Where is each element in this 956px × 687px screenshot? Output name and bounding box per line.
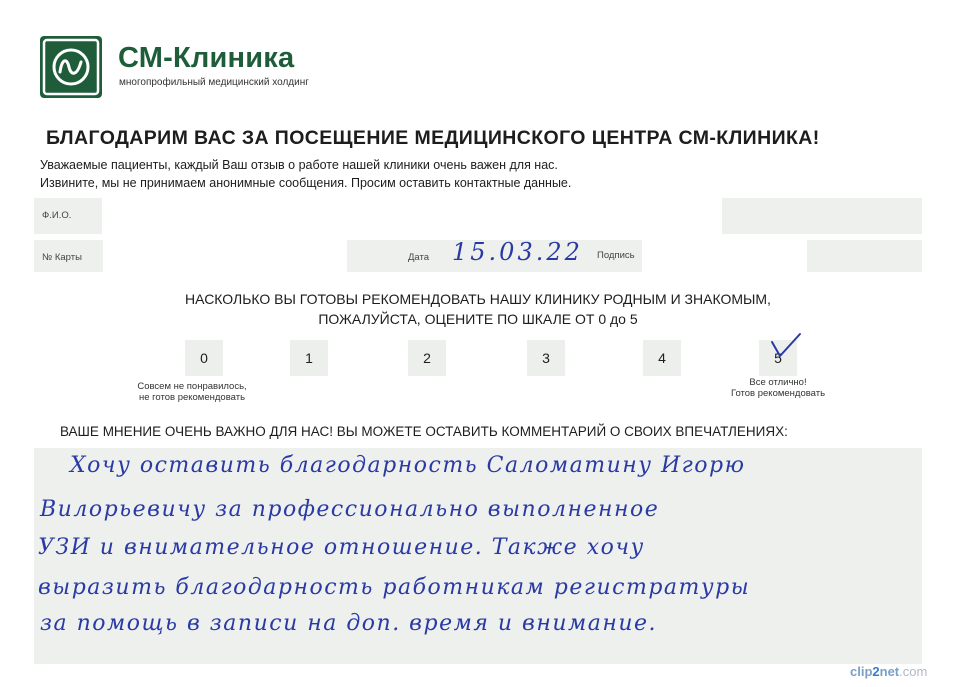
watermark-part-4: .com bbox=[899, 664, 928, 679]
comment-line-1: Хочу оставить благодарность Саломатину Игорю bbox=[70, 453, 746, 478]
scale-caption-low-line-1: Совсем не понравилось, bbox=[137, 381, 247, 392]
comment-line-2: Вилорьевичу за профессионально выполненное bbox=[40, 497, 660, 522]
intro-text-line-1: Уважаемые пациенты, каждый Ваш отзыв о работе нашей клиники очень важен для нас. bbox=[40, 158, 558, 172]
date-field[interactable]: 15.03.22 bbox=[452, 238, 583, 266]
scale-caption-low bbox=[106, 381, 278, 403]
scale-caption-high bbox=[708, 377, 848, 399]
comment-line-5: за помощь в записи на доп. время и внимание. bbox=[40, 611, 658, 636]
watermark-part-2: 2 bbox=[872, 664, 880, 679]
brand-tagline: многопрофильный медицинский холдинг bbox=[119, 77, 309, 88]
form-title: БЛАГОДАРИМ ВАС ЗА ПОСЕЩЕНИЕ МЕДИЦИНСКОГО ЦЕНТРА СМ-КЛИНИКА! bbox=[46, 127, 820, 149]
fio-redacted-area bbox=[102, 198, 722, 234]
scale-caption-high-line-1: Все отлично! bbox=[749, 377, 807, 388]
brand-name: СМ-Клиника bbox=[118, 42, 295, 74]
rating-option-label: 4 bbox=[658, 350, 666, 366]
rating-question-line-2: ПОЖАЛУЙСТА, ОЦЕНИТЕ ПО ШКАЛЕ ОТ 0 до 5 bbox=[318, 311, 638, 327]
intro-text-line-2: Извините, мы не принимаем анонимные сообщения. Просим оставить контактные данные. bbox=[40, 176, 572, 190]
watermark-part-1: clip bbox=[850, 664, 873, 679]
scale-caption-high-line-2: Готов рекомендовать bbox=[730, 388, 826, 399]
watermark bbox=[850, 664, 927, 679]
rating-option-4[interactable] bbox=[643, 340, 681, 376]
comment-line-3: УЗИ и внимательное отношение. Также хочу bbox=[38, 535, 645, 560]
comment-line-4: выразить благодарность работникам регистратуры bbox=[38, 575, 751, 600]
card-number-label: № Карты bbox=[42, 252, 82, 263]
card-number-field[interactable] bbox=[103, 240, 347, 272]
rating-option-1[interactable] bbox=[290, 340, 328, 376]
comment-prompt: ВАШЕ МНЕНИЕ ОЧЕНЬ ВАЖНО ДЛЯ НАС! ВЫ МОЖЕТЕ ОСТАВИТЬ КОММЕНТАРИЙ О СВОИХ ВПЕЧАТЛЕНИЯХ: bbox=[60, 424, 788, 439]
rating-option-0[interactable] bbox=[185, 340, 223, 376]
signature-field[interactable] bbox=[642, 240, 807, 272]
rating-option-label: 3 bbox=[542, 350, 550, 366]
watermark-part-3: net bbox=[879, 664, 900, 679]
checkmark-icon bbox=[768, 330, 804, 369]
rating-question-line-1: НАСКОЛЬКО ВЫ ГОТОВЫ РЕКОМЕНДОВАТЬ НАШУ КЛИНИКУ РОДНЫМ И ЗНАКОМЫМ, bbox=[185, 291, 771, 307]
rating-option-label: 0 bbox=[200, 350, 208, 366]
signature-label: Подпись bbox=[597, 250, 635, 261]
rating-option-label: 1 bbox=[305, 350, 313, 366]
date-label: Дата bbox=[408, 252, 430, 263]
rating-option-2[interactable] bbox=[408, 340, 446, 376]
scale-caption-low-line-2: не готов рекомендовать bbox=[138, 392, 246, 403]
cm-clinic-logo-icon bbox=[40, 36, 102, 98]
rating-option-label: 5 bbox=[774, 350, 782, 366]
rating-option-3[interactable] bbox=[527, 340, 565, 376]
rating-option-label: 2 bbox=[423, 350, 431, 366]
fio-label: Ф.И.О. bbox=[42, 210, 72, 221]
